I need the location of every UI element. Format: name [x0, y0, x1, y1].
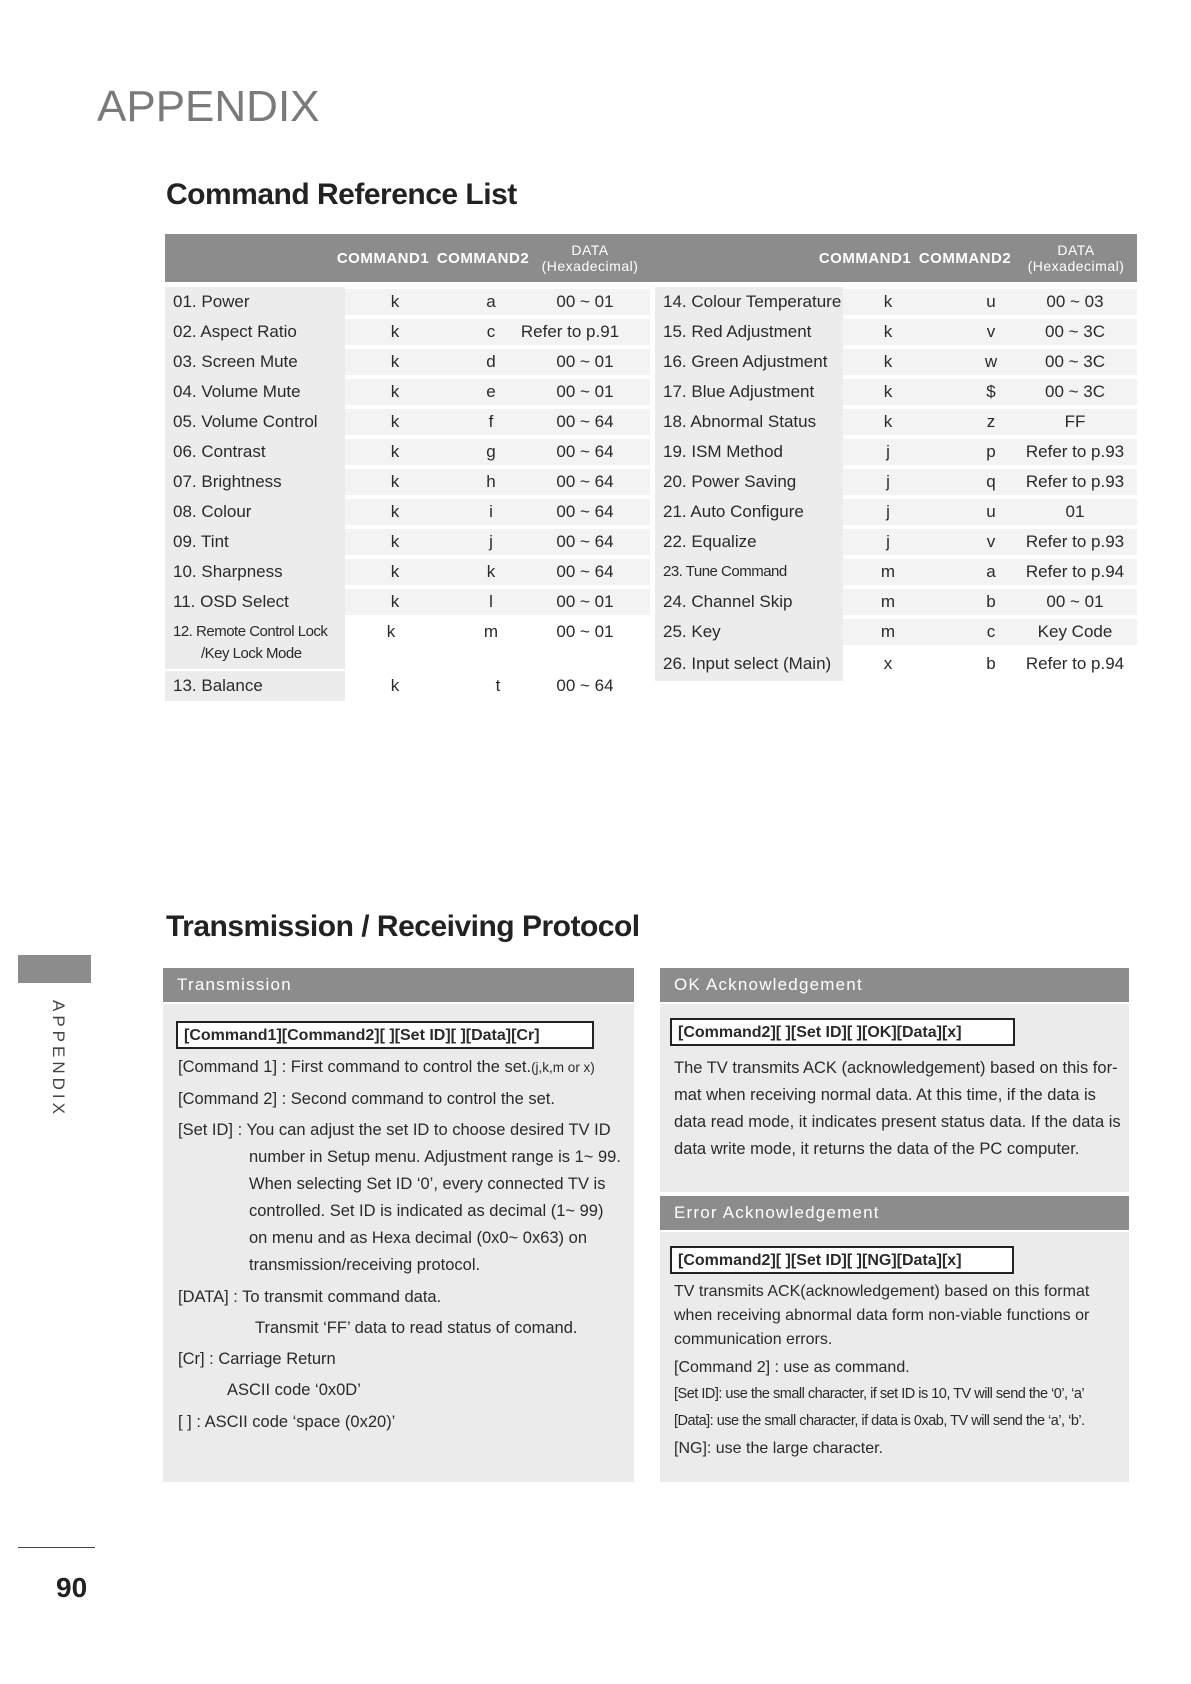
command1-value: m: [880, 562, 896, 581]
command2-value: m: [483, 622, 499, 641]
command1-value: k: [390, 352, 400, 371]
command2-value: l: [489, 592, 493, 611]
transmission-line: When selecting Set ID ‘0’, every connected TV is: [249, 1175, 606, 1193]
data-value: 00 ~ 3C: [1044, 322, 1105, 341]
command1-value: k: [883, 382, 893, 401]
table-row: [165, 671, 650, 701]
command1-value: j: [886, 532, 890, 551]
command1-value: k: [390, 292, 400, 311]
error-ack-line: [Command 2] : use as command.: [674, 1359, 910, 1376]
command-name: 06. Contrast: [165, 437, 345, 467]
data-value: 00 ~ 01: [556, 592, 614, 611]
data-value: FF: [1064, 412, 1086, 431]
table-row: [165, 407, 650, 437]
transmission-header: Transmission: [163, 968, 634, 1002]
data-value: Refer to p.94: [1025, 562, 1125, 581]
ok-ack-line: The TV transmits ACK (acknowledgement) based on this for-: [674, 1059, 1118, 1077]
table-row: [655, 527, 1137, 557]
error-ack-line: [Set ID]: use the small character, if set ID is 10, TV will send the ‘0’, ‘a’: [674, 1386, 1085, 1402]
ok-ack-line: data read mode, it indicates present status data. If the data is: [674, 1113, 1121, 1131]
error-ack-format: [Command2][ ][Set ID][ ][NG][Data][x]: [670, 1246, 1014, 1274]
table-row: [165, 527, 650, 557]
command2-value: u: [986, 502, 996, 521]
transmission-panel: [163, 1004, 634, 1482]
command-name-line1: 12. Remote Control Lock: [173, 623, 328, 640]
table-row: [165, 377, 650, 407]
command-name: [165, 617, 345, 669]
command2-value: i: [489, 502, 493, 521]
data-value: 00 ~ 3C: [1044, 382, 1105, 401]
command1-value: k: [883, 412, 893, 431]
header-data-hex: (Hexadecimal): [541, 258, 639, 274]
command2-value: c: [986, 622, 996, 641]
command-name: 17. Blue Adjustment: [655, 377, 843, 407]
command1-value: k: [390, 412, 400, 431]
transmission-line: [Command 1] : First command to control the set.(j,k,m or x): [178, 1058, 595, 1076]
side-tab-marker: [18, 955, 91, 983]
table-row: [165, 587, 650, 617]
table-row: [655, 317, 1137, 347]
transmission-line: controlled. Set ID is indicated as decimal (1~ 99): [249, 1202, 604, 1220]
command-name: 14. Colour Temperature: [655, 287, 843, 317]
command-name: 20. Power Saving: [655, 467, 843, 497]
header-data-hex: (Hexadecimal): [1027, 258, 1125, 274]
command1-value: k: [390, 532, 400, 551]
data-value: 00 ~ 64: [556, 532, 614, 551]
command-name: 07. Brightness: [165, 467, 345, 497]
data-value: 01: [1065, 502, 1085, 521]
table-row: [165, 317, 650, 347]
command2-value: q: [986, 472, 996, 491]
header-data-label: DATA: [571, 242, 609, 258]
command1-value: m: [880, 592, 896, 611]
command-name: 15. Red Adjustment: [655, 317, 843, 347]
command-name: 05. Volume Control: [165, 407, 345, 437]
header-data-right: [1020, 234, 1132, 282]
table-row: [655, 437, 1137, 467]
command2-value: d: [486, 352, 496, 371]
table-row: [165, 287, 650, 317]
command2-value: z: [986, 412, 996, 431]
transmission-line: [Set ID] : You can adjust the set ID to choose desired TV ID: [178, 1121, 611, 1139]
command2-value: b: [986, 654, 996, 673]
command1-value: k: [390, 382, 400, 401]
command-name: 04. Volume Mute: [165, 377, 345, 407]
transmission-line: on menu and as Hexa decimal (0x0~ 0x63) on: [249, 1229, 587, 1247]
command-name: 03. Screen Mute: [165, 347, 345, 377]
command1-value: k: [390, 472, 400, 491]
error-ack-line: [NG]: use the large character.: [674, 1440, 883, 1457]
command-name: 13. Balance: [165, 671, 345, 701]
command-reference-title: Command Reference List: [166, 178, 517, 211]
header-command1-right: COMMAND1: [818, 249, 912, 267]
transmission-line: transmission/receiving protocol.: [249, 1256, 481, 1274]
data-value: Refer to p.93: [1025, 442, 1125, 461]
ok-ack-panel: [660, 1004, 1129, 1192]
table-row: [655, 647, 1137, 681]
command2-value: w: [984, 352, 998, 371]
data-value: 00 ~ 64: [556, 442, 614, 461]
table-row: [655, 287, 1137, 317]
data-value: Refer to p.93: [1025, 472, 1125, 491]
table-row: [655, 407, 1137, 437]
ok-ack-format: [Command2][ ][Set ID][ ][OK][Data][x]: [670, 1018, 1015, 1046]
data-value: 00 ~ 64: [556, 472, 614, 491]
data-value: 00 ~ 01: [556, 622, 614, 641]
command-name: 24. Channel Skip: [655, 587, 843, 617]
command-name: 16. Green Adjustment: [655, 347, 843, 377]
table-row: [655, 557, 1137, 587]
command-name: 22. Equalize: [655, 527, 843, 557]
command2-value: p: [986, 442, 996, 461]
command2-value: t: [495, 676, 501, 695]
command-name: 02. Aspect Ratio: [165, 317, 345, 347]
table-row: [655, 467, 1137, 497]
command-name: 23. Tune Command: [655, 557, 843, 587]
command2-value: h: [486, 472, 496, 491]
data-value: 00 ~ 64: [556, 412, 614, 431]
command2-value: v: [986, 322, 996, 341]
ok-ack-line: data write mode, it returns the data of the PC computer.: [674, 1140, 1080, 1158]
command-name: 08. Colour: [165, 497, 345, 527]
protocol-title: Transmission / Receiving Protocol: [166, 910, 640, 943]
table-row: [655, 497, 1137, 527]
command-name: 19. ISM Method: [655, 437, 843, 467]
header-command2-left: COMMAND2: [436, 249, 530, 267]
header-command1-left: COMMAND1: [336, 249, 430, 267]
command-name: 18. Abnormal Status: [655, 407, 843, 437]
transmission-line: ASCII code ‘0x0D’: [227, 1381, 361, 1399]
command-name: 11. OSD Select: [165, 587, 345, 617]
error-ack-line: TV transmits ACK(acknowledgement) based on this format: [674, 1283, 1090, 1300]
data-value: 00 ~ 01: [556, 292, 614, 311]
transmission-line: [DATA] : To transmit command data.: [178, 1288, 442, 1306]
data-value: 00 ~ 03: [1046, 292, 1104, 311]
command2-value: a: [486, 292, 496, 311]
error-ack-line: [Data]: use the small character, if data is 0xab, TV will send the ‘a’, ‘b’.: [674, 1413, 1085, 1429]
page-number: 90: [56, 1572, 88, 1603]
command-name: 09. Tint: [165, 527, 345, 557]
error-ack-panel: [660, 1232, 1129, 1482]
data-value: 00 ~ 01: [1046, 592, 1104, 611]
command2-value: $: [986, 382, 996, 401]
command1-value: k: [390, 592, 400, 611]
table-row: [165, 557, 650, 587]
transmission-line: [ ] : ASCII code ‘space (0x20)’: [178, 1413, 396, 1431]
transmission-line: number in Setup menu. Adjustment range is 1~ 99.: [249, 1148, 621, 1166]
data-value: Refer to p.94: [1025, 654, 1125, 673]
table-row: [165, 497, 650, 527]
table-row: [655, 587, 1137, 617]
table-row: [165, 467, 650, 497]
command1-value: k: [390, 322, 400, 341]
error-ack-header: Error Acknowledgement: [660, 1196, 1129, 1230]
table-row: [165, 437, 650, 467]
command-name: 21. Auto Configure: [655, 497, 843, 527]
command1-value: k: [386, 622, 396, 641]
command-name: 26. Input select (Main): [655, 647, 843, 681]
data-value: 00 ~ 01: [556, 352, 614, 371]
command2-value: a: [986, 562, 996, 581]
command1-value: k: [390, 676, 400, 695]
command1-value: k: [883, 352, 893, 371]
page-heading: APPENDIX: [97, 82, 320, 131]
command1-value: k: [390, 442, 400, 461]
data-value: 00 ~ 3C: [1044, 352, 1105, 371]
command1-value: j: [886, 442, 890, 461]
data-value: 00 ~ 01: [556, 382, 614, 401]
table-row: [655, 377, 1137, 407]
side-section-label: APPENDIX: [49, 1000, 68, 1118]
ok-ack-line: mat when receiving normal data. At this time, if the data is: [674, 1086, 1096, 1104]
command1-value: k: [883, 292, 893, 311]
table-row: [165, 617, 650, 669]
data-value: Key Code: [1037, 622, 1113, 641]
command2-value: j: [489, 532, 493, 551]
error-ack-line: when receiving abnormal data form non-viable functions or: [674, 1307, 1090, 1324]
command2-value: c: [486, 322, 496, 341]
header-command2-right: COMMAND2: [918, 249, 1012, 267]
error-ack-line: communication errors.: [674, 1331, 833, 1348]
command2-value: u: [986, 292, 996, 311]
table-row: [165, 347, 650, 377]
data-value: 00 ~ 64: [556, 676, 614, 695]
transmission-line: [Command 2] : Second command to control the set.: [178, 1090, 555, 1108]
table-row: [655, 347, 1137, 377]
data-value: 00 ~ 64: [556, 502, 614, 521]
transmission-line: Transmit ‘FF’ data to read status of comand.: [255, 1319, 578, 1337]
transmission-format: [Command1][Command2][ ][Set ID][ ][Data][Cr]: [176, 1021, 594, 1049]
command1-value: x: [883, 654, 893, 673]
command1-value: m: [880, 622, 896, 641]
page-number-rule: [18, 1547, 95, 1548]
ok-ack-header: OK Acknowledgement: [660, 968, 1129, 1002]
command2-value: b: [986, 592, 996, 611]
table-row: [655, 617, 1137, 647]
command1-value: j: [886, 502, 890, 521]
command2-value: k: [486, 562, 496, 581]
command-name: 10. Sharpness: [165, 557, 345, 587]
command2-value: e: [486, 382, 496, 401]
command-name: 01. Power: [165, 287, 345, 317]
header-data-label: DATA: [1057, 242, 1095, 258]
command1-value: k: [390, 562, 400, 581]
command1-value: k: [883, 322, 893, 341]
data-value: 00 ~ 64: [556, 562, 614, 581]
data-value: Refer to p.91: [520, 322, 620, 341]
command-name-line2: /Key Lock Mode: [201, 645, 302, 662]
command-name: 25. Key: [655, 617, 843, 647]
command1-value: k: [390, 502, 400, 521]
command1-value: j: [886, 472, 890, 491]
command2-value: g: [486, 442, 496, 461]
transmission-line: [Cr] : Carriage Return: [178, 1350, 336, 1368]
command2-value: v: [986, 532, 996, 551]
command-table-header: [165, 234, 1137, 282]
data-value: Refer to p.93: [1025, 532, 1125, 551]
header-data-left: [535, 234, 645, 282]
command2-value: f: [488, 412, 494, 431]
